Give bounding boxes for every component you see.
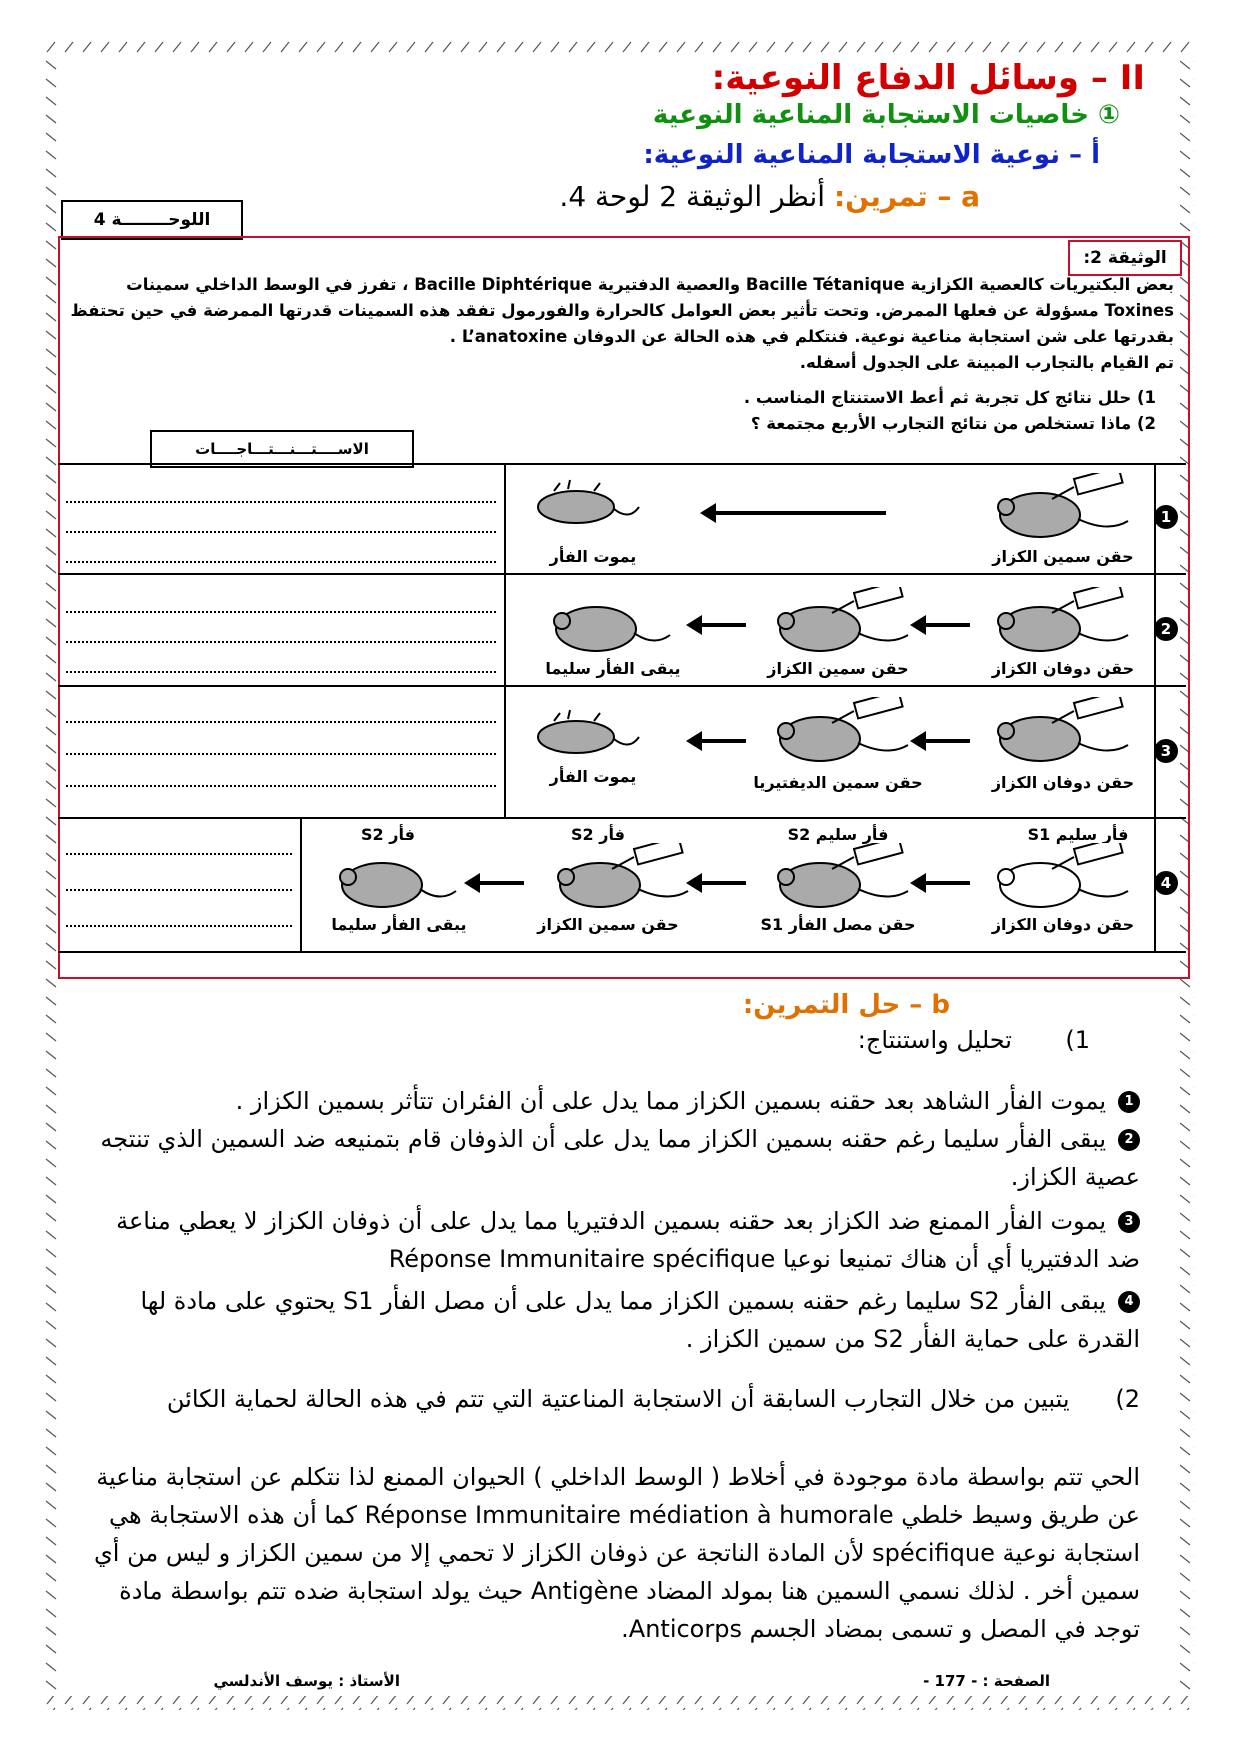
mouse-label: فأر S2 [361, 825, 415, 844]
question-1: 1) حلل نتائج كل تجربة ثم أعط الاستنتاج المناسب . [743, 388, 1156, 407]
subsection-title: ① خاصيات الاستجابة المناعية النوعية [652, 100, 1120, 130]
plate-label: اللوحــــــــة 4 [61, 200, 243, 240]
step-caption: حقن سمين الكزاز [767, 659, 909, 678]
mouse-icon [320, 845, 460, 911]
answer-item [80, 1202, 1140, 1278]
mouse-syringe-icon [538, 843, 698, 913]
answer-item [80, 1282, 1140, 1358]
step-caption: يموت الفأر [549, 547, 637, 566]
document-label: الوثيقة 2: [1068, 240, 1182, 276]
exercise-line [559, 180, 980, 213]
document-text [64, 272, 1174, 376]
arrow-icon [700, 623, 746, 627]
part1-number: 1) [1065, 1026, 1090, 1054]
mouse-syringe-icon [978, 587, 1138, 657]
bullet-number: 2 [1118, 1129, 1140, 1151]
dead-mouse-icon [524, 477, 644, 537]
mouse-syringe-icon [758, 843, 918, 913]
answer-line[interactable] [66, 839, 292, 855]
part2-text: يتبين من خلال التجارب السابقة أن الاستجابة المناعتية التي تتم في هذه الحالة لحماية الكائن [166, 1385, 1070, 1413]
answer-line[interactable] [66, 657, 496, 673]
dead-mouse-icon [524, 707, 644, 767]
arrow-icon [478, 881, 524, 885]
step-caption: يبقى الفأر سليما [545, 659, 681, 678]
part1-heading [858, 1026, 1090, 1054]
answer-line[interactable] [66, 739, 496, 755]
step-caption: يبقى الفأر سليما [331, 915, 467, 934]
mouse-syringe-icon [978, 473, 1138, 543]
exercise-text: أنظر الوثيقة 2 لوحة 4. [559, 180, 826, 213]
answer-line[interactable] [66, 487, 496, 503]
exercise-tag: a – تمرين: [833, 180, 980, 213]
bullet-number: 4 [1118, 1291, 1140, 1313]
arrow-icon [700, 881, 746, 885]
section-title: II – وسائل الدفاع النوعية: [711, 58, 1145, 98]
step-caption: حقن مصل الفأر S1 [760, 915, 916, 934]
answer-line[interactable] [66, 911, 292, 927]
step-caption: حقن سمين الكزاز [992, 547, 1134, 566]
mouse-syringe-icon [978, 843, 1138, 913]
mouse-label: فأر سليم S1 [1027, 825, 1129, 844]
answer-text: يبقى الفأر S2 سليما رغم حقنه بسمين الكزاز مما يدل على أن مصل الفأر S1 يحتوي على مادة لها القدرة على حماية الفأر S2 من سمين الكزاز . [140, 1287, 1140, 1353]
answer-text: يبقى الفأر سليما رغم حقنه بسمين الكزاز مما يدل على أن الذوفان قام بتمنيعه ضد السمين الذي تنتجه عصية الكزاز. [100, 1125, 1140, 1191]
arrow-icon [924, 881, 970, 885]
part2-paragraph [80, 1380, 1140, 1418]
step-caption: حقن سمين الكزاز [537, 915, 679, 934]
step-caption: يموت الفأر [549, 767, 637, 786]
mouse-icon [534, 589, 674, 655]
experiment-number: 2 [1154, 617, 1178, 641]
conclusions-header: الاســــتـــنـــتـــاجــــات [150, 430, 414, 468]
mouse-label: فأر سليم S2 [787, 825, 889, 844]
bullet-number: 3 [1118, 1211, 1140, 1233]
answer-item [80, 1082, 1140, 1120]
question-2: 2) ماذا تستخلص من نتائج التجارب الأربع مجتمعة ؟ [750, 414, 1156, 433]
document-instruction: تم القيام بالتجارب المبينة على الجدول أسفله. [799, 353, 1174, 372]
answer-line[interactable] [66, 547, 496, 563]
solution-title: b – حل التمرين: [742, 990, 950, 1020]
answer-item [80, 1120, 1140, 1196]
author: الأستاذ : يوسف الأندلسي [213, 1672, 400, 1690]
step-caption: حقن دوفان الكزاز [991, 915, 1135, 934]
part1-title: تحليل واستنتاج: [857, 1026, 1012, 1054]
step-caption: حقن سمين الديفتيريا [753, 773, 923, 792]
experiments-table [58, 463, 1186, 953]
answer-line[interactable] [66, 875, 292, 891]
page-number: الصفحة : - 177 - [923, 1672, 1050, 1690]
step-caption: حقن دوفان الكزاز [991, 659, 1135, 678]
mouse-syringe-icon [978, 697, 1138, 767]
answer-line[interactable] [66, 517, 496, 533]
experiment-number: 1 [1154, 505, 1178, 529]
answer-text: يموت الفأر الممنع ضد الكزاز بعد حقنه بسمين الدفتيريا مما يدل على أن ذوفان الكزاز لا يعطي مناعة ضد الدفتيريا أي أن هناك تمنيعا نوعيا Réponse Immunitaire spécifique [116, 1207, 1140, 1273]
bullet-number: 1 [1118, 1091, 1140, 1113]
subsubsection-title: أ – نوعية الاستجابة المناعية النوعية: [643, 140, 1100, 170]
answer-line[interactable] [66, 707, 496, 723]
answer-text: يموت الفأر الشاهد بعد حقنه بسمين الكزاز مما يدل على أن الفئران تتأثر بسمين الكزاز . [235, 1087, 1106, 1115]
document-paragraph: بعض البكتيريات كالعصية الكزازية Bacille Tétanique والعصية الدفتيرية Bacille Diphtérique ، تفرز في الوسط الداخلي سمينات Toxines مسؤولة عن فعلها الممرض. وتحت تأثير بعض العوامل كالحرارة والفورمول تفقد هذه السمينات قدرتها الممرضة في حين تحتفظ بقدرتها على شن استجابة مناعية نوعية. فنتكلم في هذه الحالة عن الدوفان L’anatoxine . [70, 275, 1174, 346]
arrow-icon [924, 623, 970, 627]
part2-number: 2) [1115, 1385, 1140, 1413]
arrow-icon [924, 739, 970, 743]
experiment-number: 3 [1154, 739, 1178, 763]
arrow-icon [700, 739, 746, 743]
answer-line[interactable] [66, 627, 496, 643]
final-paragraph: الحي تتم بواسطة مادة موجودة في أخلاط ( الوسط الداخلي ) الحيوان الممنع لذا نتكلم عن استجابة مناعية عن طريق وسيط خلطي Réponse Immunitaire médiation à humorale كما أن هذه الاستجابة هي استجابة نوعية spécifique لأن المادة الناتجة عن ذوفان الكزاز لا تحمي إلا من سمين الكزاز و ليس من أي سمين أخر . لذلك نسمي السمين هنا بمولد المضاد Antigène حيث يولد استجابة ضده تتم بواسطة مادة توجد في المصل و تسمى بمضاد الجسم Anticorps. [93, 1463, 1140, 1643]
experiment-number: 4 [1154, 871, 1178, 895]
answer-line[interactable] [66, 771, 496, 787]
step-caption: حقن دوفان الكزاز [991, 773, 1135, 792]
answer-line[interactable] [66, 597, 496, 613]
mouse-syringe-icon [758, 697, 918, 767]
arrow-icon [714, 511, 886, 515]
mouse-label: فأر S2 [571, 825, 625, 844]
mouse-syringe-icon [758, 587, 918, 657]
